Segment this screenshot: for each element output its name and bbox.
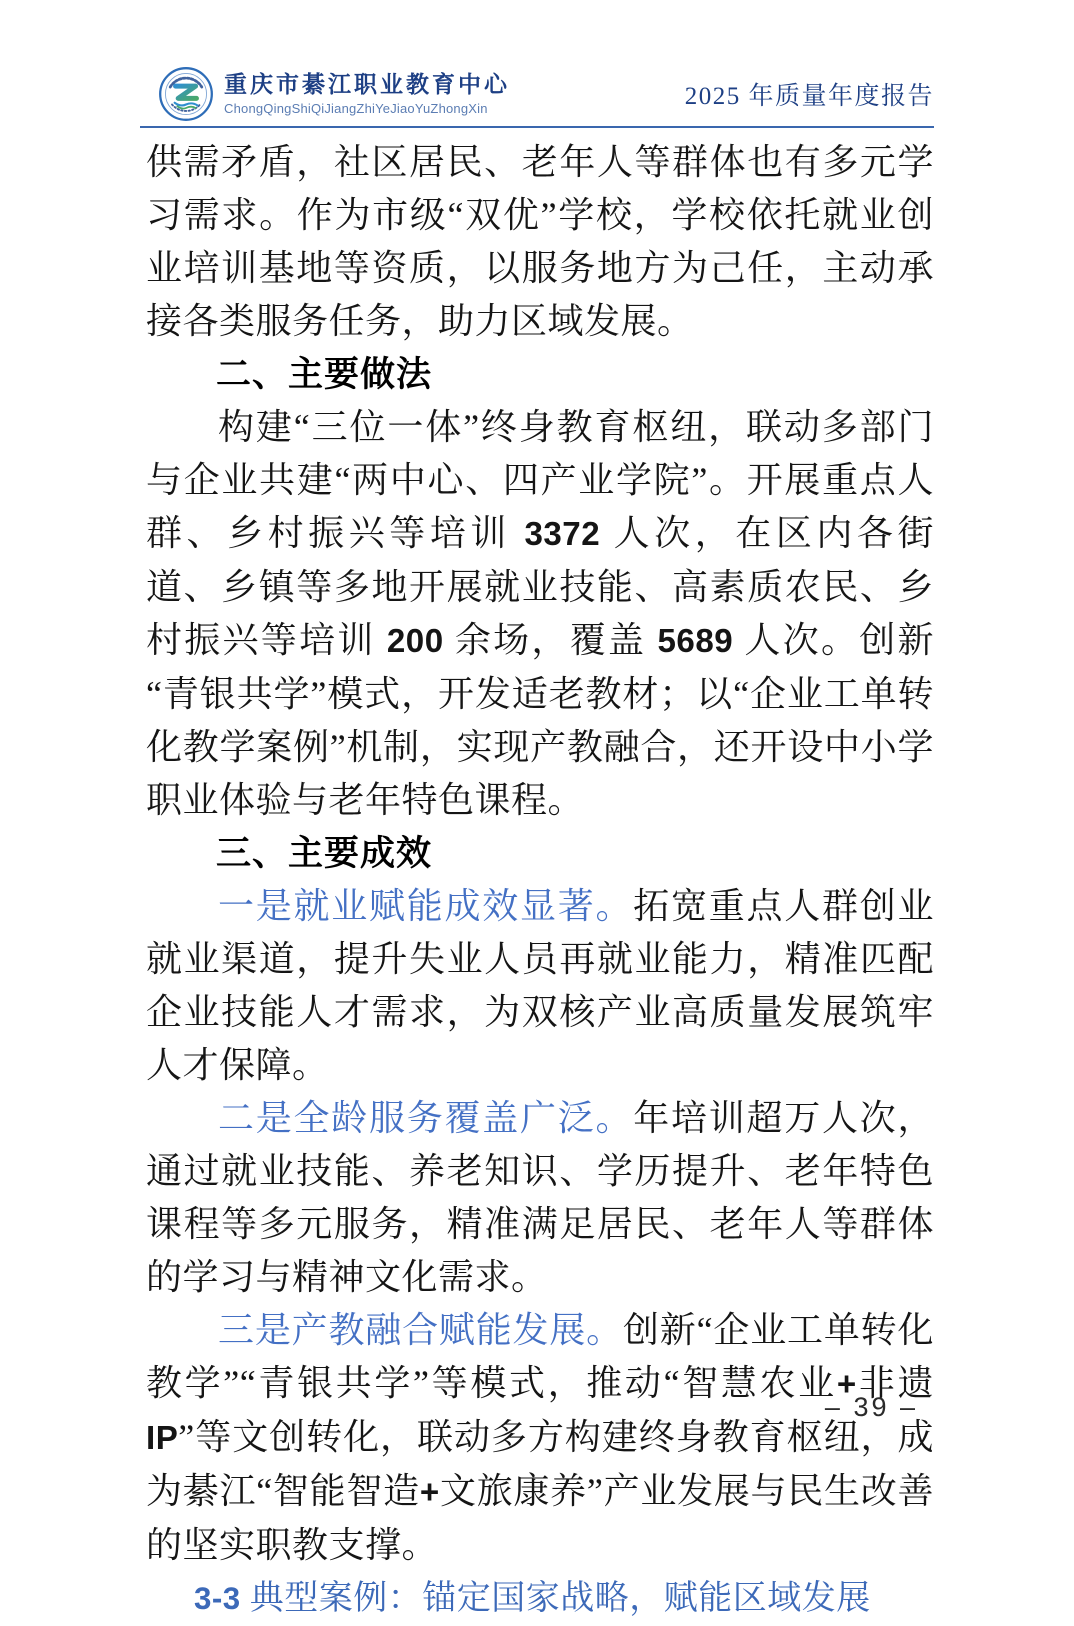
outcome-body-2: 年培训超万人次，通过就业技能、养老知识、学历提升、老年特色课程等多元服务，精准满足居民、老年人等群体的学习与精神文化需求。	[146, 1098, 934, 1297]
org-name: 重庆市綦江职业教育中心	[224, 71, 510, 97]
intro-paragraph: 供需矛盾，社区居民、老年人等群体也有多元学习需求。作为市级“双优”学校，学校依托就业创业培训基地等资质，以服务地方为己任，主动承接各类服务任务，助力区域发展。	[146, 142, 934, 341]
outcome-body-3: 创新“企业工单转化教学”“青银共学”等模式，推动“智慧农业+非遗 IP”等文创转化，联动多方构建终身教育枢纽，成为綦江“智能智造+文旅康养”产业发展与民生改善的坚实职教支撑。	[146, 1310, 934, 1565]
document-body	[146, 136, 934, 1626]
school-logo-icon	[158, 66, 214, 122]
page-header	[0, 0, 1074, 122]
outcome-lead-1: 一是就业赋能成效显著。	[218, 886, 634, 926]
page-number: – 39 –	[824, 1392, 918, 1422]
org-pinyin: ChongQingShiQiJiangZhiYeJiaoYuZhongXin	[224, 101, 488, 117]
outcome-body-1: 拓宽重点人群创业就业渠道，提升失业人员再就业能力，精准匹配企业技能人才需求，为双核产业高质量发展筑牢人才保障。	[146, 886, 934, 1085]
practices-paragraph: 构建“三位一体”终身教育枢纽，联动多部门与企业共建“两中心、四产业学院”。开展重点人群、乡村振兴等培训 3372 人次，在区内各街道、乡镇等多地开展就业技能、高素质农民、乡村振兴等培训 200 余场，覆盖 5689 人次。创新“青银共学”模式，开发适老教材；以“企业工单转化教学案例”机制，实现产教融合，还开设中小学职业体验与老年特色课程。	[146, 407, 934, 820]
report-title: 2025 年质量年度报告	[684, 83, 934, 110]
outcome-lead-3: 三是产教融合赋能发展。	[218, 1310, 623, 1350]
logo-group	[158, 66, 510, 122]
org-text-block	[224, 72, 510, 116]
outcome-lead-2: 二是全龄服务覆盖广泛。	[218, 1098, 634, 1138]
section-heading-practices: 二、主要做法	[216, 355, 433, 394]
header-divider	[140, 126, 934, 128]
outcome-paragraph-3	[146, 1304, 934, 1572]
outcome-paragraph-1	[146, 880, 934, 1092]
section-heading-outcomes: 三、主要成效	[216, 834, 433, 873]
case-study-heading: 3-3 典型案例：锚定国家战略，赋能区域发展	[194, 1580, 871, 1617]
outcome-paragraph-2	[146, 1092, 934, 1304]
